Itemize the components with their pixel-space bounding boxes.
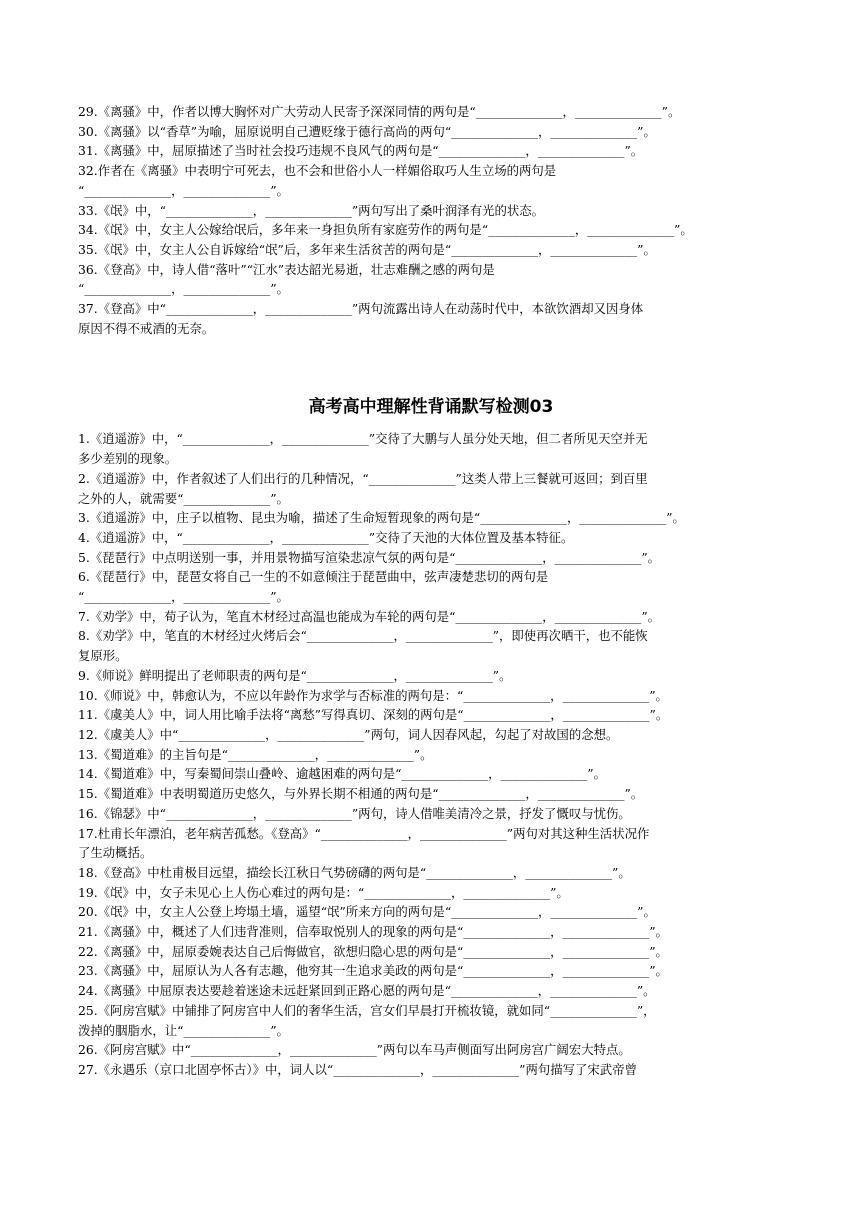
question-line: 之外的人，就需要“______________”。 [78, 490, 289, 506]
question-line: 17.杜甫长年漂泊，老年病苦孤愁。《登高》“______________，______________”两句对其这种生活状况作 [78, 825, 650, 841]
question-line: 4.《逍遥游》中，“______________，______________”交待了天池的大体位置及基本特征。 [78, 529, 574, 545]
question-line: 23.《离骚》中，屈原认为人各有志趣，他穷其一生追求美政的两句是“______________，______________”。 [78, 963, 668, 979]
question-line: 18.《登高》中杜甫极目远望，描绘长江秋日气势磅礴的两句是“______________，______________”。 [78, 864, 631, 880]
question-line: 37.《登高》中“______________，______________”两句流露出诗人在动荡时代中，本欲饮酒却又因身体 [78, 301, 644, 317]
question-list-part1 [78, 102, 784, 338]
question-line: 5.《琵琶行》中点明送别一事，并用景物描写渲染悲凉气氛的两句是“______________，______________”。 [78, 549, 661, 565]
question-line: 12.《虞美人》中“______________，______________”两句，词人因春风起，勾起了对故国的念想。 [78, 726, 619, 742]
question-line: “______________，______________”。 [78, 281, 289, 297]
question-line: 了生动概括。 [78, 845, 153, 861]
question-line: 26.《阿房宫赋》中“______________，______________”两句以车马声侧面写出阿房宫广阔宏大特点。 [78, 1042, 631, 1058]
question-line: 泼掉的胭脂水，让“______________”。 [78, 1022, 289, 1038]
question-line: 14.《蜀道难》中，写秦蜀间崇山叠岭、逾越困难的两句是“______________，______________”。 [78, 766, 606, 782]
question-line: 2.《逍遥游》中，作者叙述了人们出行的几种情况，“______________”这类人带上三餐就可返回；到百里 [78, 470, 648, 486]
question-line: 27.《永遇乐（京口北固亭怀古）》中，词人以“______________，______________”两句描写了宋武帝曾 [78, 1061, 637, 1077]
question-line: 8.《劝学》中，笔直的木材经过火烤后会“______________，______________”，即使再次晒干，也不能恢 [78, 628, 648, 644]
question-line: 22.《离骚》中，屈原委婉表达自己后悔做官，欲想归隐心思的两句是“______________，______________”。 [78, 943, 668, 959]
question-line: 原因不得不戒酒的无奈。 [78, 320, 215, 336]
question-line: 7.《劝学》中，荀子认为，笔直木材经过高温也能成为车轮的两句是“______________，______________”。 [78, 608, 661, 624]
question-line: 32.作者在《离骚》中表明宁可死去，也不会和世俗小人一样媚俗取巧人生立场的两句是 [78, 163, 557, 179]
question-line: 多少差别的现象。 [78, 451, 178, 467]
question-line: 35.《氓》中，女主人公自诉嫁给“氓”后，多年来生活贫苦的两句是“______________，______________”。 [78, 241, 656, 257]
question-line: 29.《离骚》中，作者以博大胸怀对广大劳动人民寄予深深同情的两句是“______________，______________”。 [78, 104, 681, 119]
question-line: 20.《氓》中，女主人公登上垮塌土墙，遥望“氓”所来方向的两句是“______________，______________”。 [78, 904, 656, 920]
question-line: 16.《锦瑟》中“______________，______________”两句，诗人借唯美清冷之景，抒发了慨叹与忧伤。 [78, 805, 631, 821]
worksheet-page [78, 102, 784, 1080]
question-line: 6.《琵琶行》中，琵琶女将自己一生的不如意倾注于琵琶曲中，弦声凄楚悲切的两句是 [78, 569, 549, 585]
question-line: 19.《氓》中，女子未见心上人伤心难过的两句是：“______________，______________”。 [78, 884, 569, 900]
question-line: 9.《师说》鲜明提出了老师职责的两句是“______________，______________”。 [78, 667, 512, 683]
question-line: 34.《氓》中，女主人公嫁给氓后，多年来一身担负所有家庭劳作的两句是“______________，______________”。 [78, 222, 693, 238]
section-title: 高考高中理解性背诵默写检测03 [308, 397, 554, 418]
question-line: 10.《师说》中，韩愈认为，不应以年龄作为求学与否标准的两句是：“______________，______________”。 [78, 687, 668, 703]
question-line: 33.《氓》中，“______________，______________”两句写出了桑叶润泽有光的状态。 [78, 202, 545, 218]
question-list-part2 [78, 429, 784, 1079]
question-line: 25.《阿房宫赋》中铺排了阿房宫中人们的奢华生活，宫女们早晨打开梳妆镜，就如同“______________”， [78, 1002, 656, 1018]
question-line: 31.《离骚》中，屈原描述了当时社会投巧违规不良风气的两句是“______________，______________”。 [78, 143, 644, 159]
question-line: “______________，______________”。 [78, 589, 289, 605]
question-line: 11.《虞美人》中，词人用比喻手法将“离愁”写得真切、深刻的两句是“______________，______________”。 [78, 707, 669, 723]
question-line: 15.《蜀道难》中表明蜀道历史悠久，与外界长期不相通的两句是“______________，______________”。 [78, 786, 644, 802]
question-line: 36.《登高》中，诗人借“落叶”“江水”表达韶光易逝，壮志难酬之感的两句是 [78, 261, 495, 277]
question-line: 3.《逍遥游》中，庄子以植物、昆虫为喻，描述了生命短暂现象的两句是“______________，______________”。 [78, 510, 685, 526]
question-line: 24.《离骚》中屈原表达要趁着迷途未远赶紧回到正路心愿的两句是“______________，______________”。 [78, 983, 656, 999]
question-line: 1.《逍遥游》中，“______________，______________”交待了大鹏与人虽分处天地，但二者所见天空并无 [78, 431, 648, 447]
question-line: 复原形。 [78, 648, 128, 664]
question-line: “______________，______________”。 [78, 182, 289, 198]
question-line: 30.《离骚》以“香草”为喻，屈原说明自己遭贬缘于德行高尚的两句“______________，______________”。 [78, 123, 656, 139]
question-line: 21.《离骚》中，概述了人们违背准则，信奉取悦别人的现象的两句是“______________，______________”。 [78, 924, 668, 940]
question-line: 13.《蜀道难》的主旨句是“______________，______________”。 [78, 746, 433, 762]
